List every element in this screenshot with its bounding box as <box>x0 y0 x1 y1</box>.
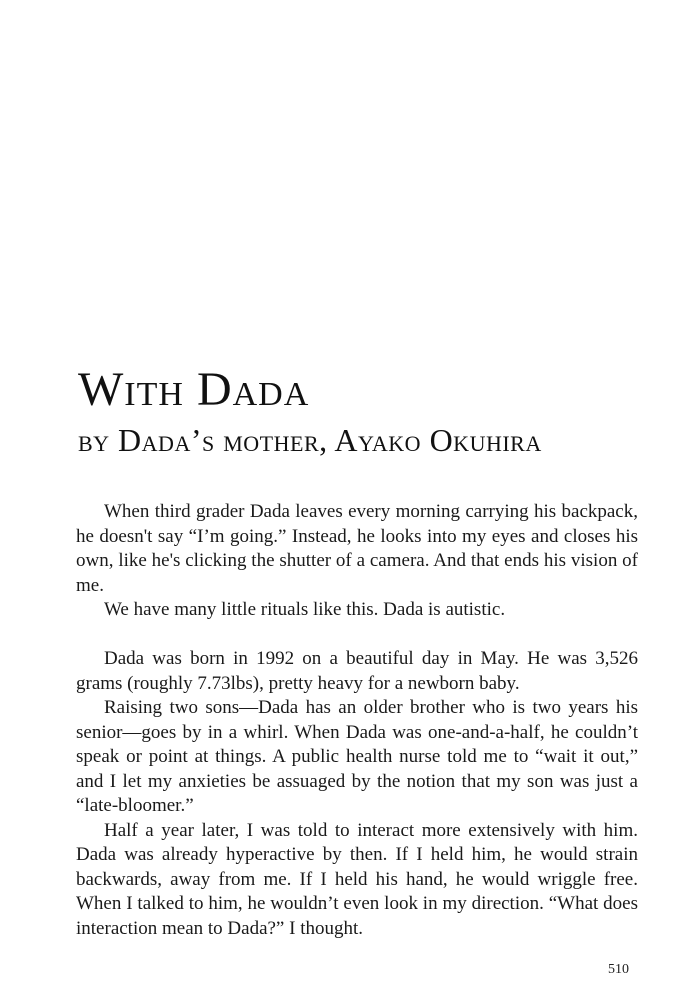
chapter-title: With Dada <box>78 363 310 416</box>
paragraph: We have many little rituals like this. Dada is autistic. <box>104 599 506 620</box>
chapter-body <box>76 500 638 941</box>
paragraph: When third grader Dada leaves every morning carrying his backpack, he doesn't say “I’m going.” Instead, he looks into my eyes and closes his own, like he's clicking the shutter of a camera. And that ends his vision of me. <box>76 501 638 596</box>
paragraph: Dada was born in 1992 on a beautiful day in May. He was 3,526 grams (roughly 7.73lbs), pretty heavy for a newborn baby. <box>76 648 638 694</box>
paragraph: Half a year later, I was told to interact more extensively with him. Dada was already hyperactive by then. If I held him, he would strain backwards, away from me. If I held his hand, he would wriggle free. When I talked to him, he wouldn’t even look in my direction. “What does interaction mean to Dada?” I thought. <box>76 819 638 939</box>
paragraph: Raising two sons—Dada has an older brother who is two years his senior—goes by in a whirl. When Dada was one-and-a-half, he couldn’t speak or point at things. A public health nurse told me to “wait it out,” and I let my anxieties be assuaged by the notion that my son was just a “late-bloomer.” <box>76 697 638 816</box>
chapter-byline: by Dada’s mother, Ayako Okuhira <box>78 422 542 458</box>
page-number: 510 <box>608 962 629 977</box>
